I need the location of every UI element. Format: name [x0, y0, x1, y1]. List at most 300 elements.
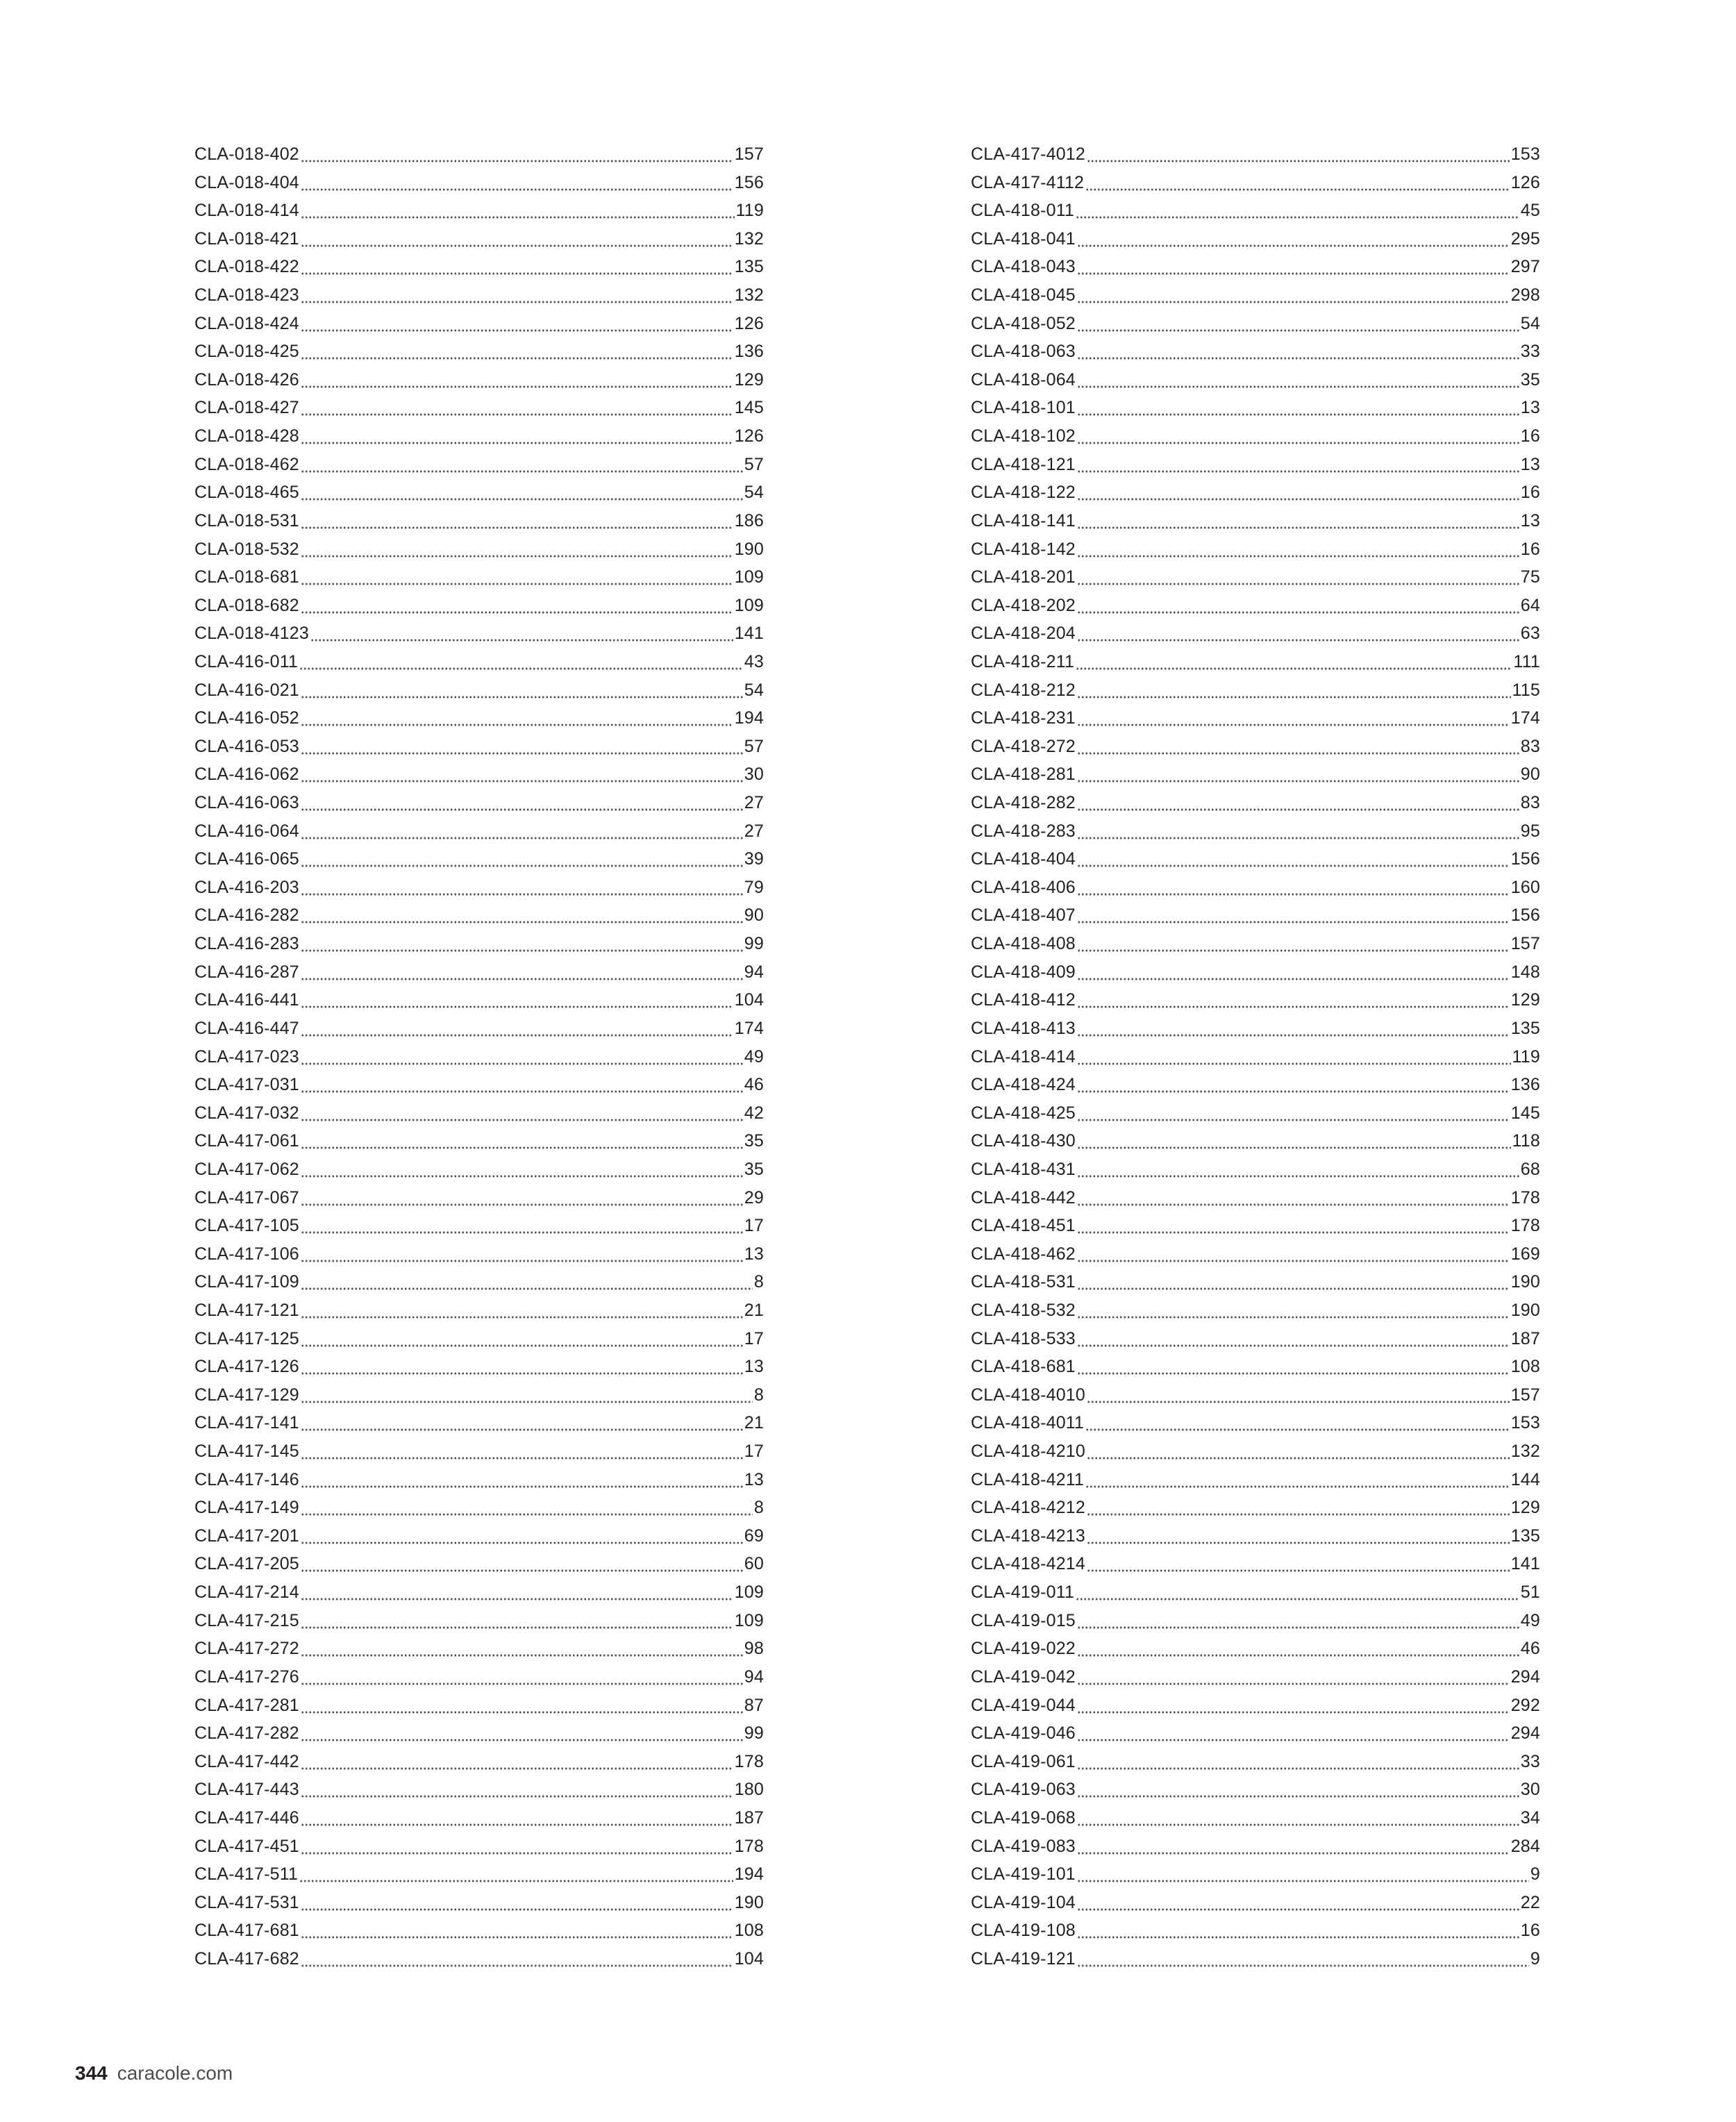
page-reference: 60	[744, 1554, 764, 1574]
page-reference: 27	[744, 793, 764, 813]
item-code: CLA-417-272	[194, 1639, 299, 1659]
page-reference: 111	[1513, 651, 1540, 671]
item-code: CLA-018-532	[194, 539, 299, 559]
item-code: CLA-418-122	[971, 483, 1076, 503]
item-code: CLA-418-4213	[971, 1526, 1086, 1546]
page-reference: 135	[1510, 1018, 1540, 1038]
index-entry	[971, 1691, 1540, 1720]
dot-leader	[301, 958, 743, 987]
page-reference: 135	[1510, 1526, 1540, 1546]
dot-leader	[1077, 310, 1519, 338]
item-code: CLA-418-4011	[971, 1413, 1085, 1433]
item-code: CLA-419-101	[971, 1864, 1076, 1885]
page-reference: 17	[744, 1442, 764, 1462]
item-code: CLA-419-044	[971, 1695, 1076, 1715]
index-entry	[971, 1719, 1540, 1748]
index-entry	[194, 1916, 764, 1945]
page-reference: 284	[1510, 1836, 1540, 1856]
index-entry	[194, 1776, 764, 1804]
page-reference: 49	[1520, 1610, 1540, 1630]
item-code: CLA-416-203	[194, 877, 299, 897]
dot-leader	[1077, 451, 1519, 479]
page-reference: 30	[1520, 1780, 1540, 1800]
item-code: CLA-417-149	[194, 1498, 299, 1518]
index-entry	[194, 1353, 764, 1381]
page-reference: 109	[734, 595, 764, 615]
dot-leader	[299, 648, 743, 676]
item-code: CLA-018-426	[194, 369, 299, 390]
index-entry	[194, 874, 764, 902]
dot-leader	[301, 1776, 733, 1804]
page-reference: 135	[734, 257, 764, 277]
item-code: CLA-419-063	[971, 1780, 1076, 1800]
dot-leader	[301, 310, 733, 338]
index-entry	[194, 1748, 764, 1776]
page-reference: 178	[734, 1751, 764, 1771]
page-reference: 187	[1510, 1328, 1540, 1348]
index-entry	[971, 592, 1540, 620]
page-reference: 132	[734, 285, 764, 306]
index-entry	[971, 1860, 1540, 1889]
item-code: CLA-418-425	[971, 1103, 1076, 1123]
dot-leader	[1077, 930, 1510, 958]
page-reference: 35	[1520, 369, 1540, 390]
page-reference: 109	[734, 1582, 764, 1603]
dot-leader	[301, 1663, 743, 1691]
index-entry	[194, 422, 764, 451]
dot-leader	[301, 197, 735, 225]
item-code: CLA-018-414	[194, 201, 299, 221]
dot-leader	[1077, 1127, 1511, 1155]
index-entry	[971, 1748, 1540, 1776]
page-reference: 186	[734, 510, 764, 530]
index-entry	[194, 1099, 764, 1128]
dot-leader	[301, 563, 733, 592]
dot-leader	[1077, 1353, 1510, 1381]
index-entry	[971, 1381, 1540, 1410]
item-code: CLA-018-462	[194, 454, 299, 474]
dot-leader	[1077, 1325, 1510, 1353]
dot-leader	[301, 281, 733, 310]
dot-leader	[301, 1043, 743, 1071]
page-reference: 178	[1510, 1216, 1540, 1236]
dot-leader	[301, 507, 733, 535]
item-code: CLA-417-4112	[971, 172, 1085, 192]
index-entry	[971, 535, 1540, 564]
dot-leader	[1077, 1184, 1510, 1212]
dot-leader	[301, 140, 733, 169]
item-code: CLA-418-101	[971, 398, 1076, 418]
page-reference: 194	[734, 1864, 764, 1885]
dot-leader	[1077, 337, 1519, 366]
page-reference: 16	[1520, 539, 1540, 559]
page-reference: 79	[744, 877, 764, 897]
item-code: CLA-417-214	[194, 1582, 299, 1603]
page-reference: 21	[744, 1413, 764, 1433]
page-reference: 63	[1520, 624, 1540, 644]
page-reference: 187	[734, 1807, 764, 1828]
dot-leader	[1077, 1607, 1519, 1635]
page-reference: 13	[1520, 510, 1540, 530]
page-reference: 190	[734, 1892, 764, 1912]
item-code: CLA-417-062	[194, 1159, 299, 1179]
page-reference: 132	[1510, 1442, 1540, 1462]
index-entry	[194, 451, 764, 479]
index-entry	[194, 619, 764, 648]
index-entry	[971, 733, 1540, 761]
dot-leader	[1077, 281, 1510, 310]
dot-leader	[301, 1268, 753, 1296]
page-reference: 68	[1520, 1159, 1540, 1179]
index-entry	[194, 789, 764, 817]
item-code: CLA-417-682	[194, 1949, 299, 1969]
page-reference: 104	[734, 990, 764, 1010]
index-entry	[194, 1240, 764, 1269]
item-code: CLA-417-125	[194, 1328, 299, 1348]
dot-leader	[1087, 140, 1510, 169]
index-entry	[194, 225, 764, 253]
index-entry	[971, 1325, 1540, 1353]
item-code: CLA-417-201	[194, 1526, 299, 1546]
page-reference: 178	[1510, 1187, 1540, 1208]
item-code: CLA-018-682	[194, 595, 299, 615]
index-entry	[194, 366, 764, 394]
dot-leader	[301, 1494, 753, 1522]
dot-leader	[301, 1437, 743, 1466]
dot-leader	[301, 1889, 733, 1917]
index-entry	[194, 507, 764, 535]
index-entry	[971, 1550, 1540, 1578]
dot-leader	[301, 1014, 733, 1043]
item-code: CLA-418-408	[971, 934, 1076, 954]
index-entry	[194, 169, 764, 197]
item-code: CLA-418-142	[971, 539, 1076, 559]
index-entry	[194, 1550, 764, 1578]
page-reference: 9	[1530, 1949, 1540, 1969]
dot-leader	[301, 1804, 733, 1832]
index-entry	[194, 1296, 764, 1325]
item-code: CLA-018-424	[194, 313, 299, 333]
dot-leader	[301, 1945, 733, 1973]
index-entry	[971, 619, 1540, 648]
item-code: CLA-416-283	[194, 934, 299, 954]
index-entry	[971, 1466, 1540, 1494]
page-reference: 83	[1520, 736, 1540, 756]
dot-leader	[1087, 1494, 1510, 1522]
index-entry	[971, 817, 1540, 846]
page-reference: 95	[1520, 821, 1540, 841]
dot-leader	[1077, 1889, 1519, 1917]
item-code: CLA-417-145	[194, 1442, 299, 1462]
dot-leader	[1077, 1296, 1510, 1325]
page-reference: 108	[734, 1921, 764, 1941]
index-entry	[971, 197, 1540, 225]
page-reference: 30	[744, 765, 764, 785]
dot-leader	[1087, 1550, 1510, 1578]
index-entry	[194, 1578, 764, 1607]
item-code: CLA-418-532	[971, 1300, 1076, 1320]
page-reference: 54	[744, 680, 764, 700]
page-reference: 64	[1520, 595, 1540, 615]
item-code: CLA-417-205	[194, 1554, 299, 1574]
page-reference: 45	[1520, 201, 1540, 221]
dot-leader	[301, 1916, 733, 1945]
item-code: CLA-417-451	[194, 1836, 299, 1856]
item-code: CLA-418-412	[971, 990, 1076, 1010]
page-reference: 156	[1510, 849, 1540, 869]
dot-leader	[301, 901, 743, 930]
dot-leader	[1077, 394, 1519, 422]
index-entry	[971, 1212, 1540, 1240]
index-entry	[971, 1268, 1540, 1296]
dot-leader	[301, 478, 743, 507]
index-entry	[194, 901, 764, 930]
index-entry	[971, 1296, 1540, 1325]
item-code: CLA-018-428	[194, 426, 299, 446]
item-code: CLA-018-425	[194, 342, 299, 362]
dot-leader	[301, 1466, 743, 1494]
dot-leader	[1077, 1945, 1529, 1973]
dot-leader	[301, 1607, 733, 1635]
index-entry	[971, 1155, 1540, 1184]
item-code: CLA-018-531	[194, 510, 299, 530]
item-code: CLA-416-282	[194, 905, 299, 926]
item-code: CLA-416-021	[194, 680, 299, 700]
page-reference: 34	[1520, 1807, 1540, 1828]
page-reference: 98	[744, 1639, 764, 1659]
page-reference: 136	[734, 342, 764, 362]
index-entry	[971, 648, 1540, 676]
dot-leader	[1077, 1014, 1510, 1043]
page-reference: 27	[744, 821, 764, 841]
index-entry	[194, 930, 764, 958]
page-reference: 8	[753, 1272, 764, 1292]
page-reference: 13	[1520, 454, 1540, 474]
dot-leader	[1077, 817, 1519, 846]
item-code: CLA-419-068	[971, 1807, 1076, 1828]
item-code: CLA-418-409	[971, 962, 1076, 982]
dot-leader	[1077, 507, 1519, 535]
index-entry	[194, 1071, 764, 1099]
item-code: CLA-418-533	[971, 1328, 1076, 1348]
index-entry	[194, 845, 764, 874]
page-reference: 94	[744, 1666, 764, 1687]
item-code: CLA-417-4012	[971, 144, 1086, 164]
item-code: CLA-417-109	[194, 1272, 299, 1292]
index-entry	[971, 169, 1540, 197]
item-code: CLA-418-407	[971, 905, 1076, 926]
dot-leader	[301, 1240, 743, 1269]
item-code: CLA-417-681	[194, 1921, 299, 1941]
dot-leader	[301, 1719, 743, 1748]
page-reference: 294	[1510, 1723, 1540, 1744]
index-entry	[971, 478, 1540, 507]
item-code: CLA-418-4210	[971, 1442, 1086, 1462]
index-entry	[194, 1522, 764, 1551]
index-entry	[971, 1522, 1540, 1551]
dot-leader	[1077, 676, 1511, 705]
page-reference: 69	[744, 1526, 764, 1546]
page-reference: 16	[1520, 1921, 1540, 1941]
dot-leader	[301, 1635, 743, 1663]
page-reference: 16	[1520, 483, 1540, 503]
page-reference: 43	[744, 651, 764, 671]
page-reference: 169	[1510, 1244, 1540, 1264]
page-reference: 54	[744, 483, 764, 503]
item-code: CLA-418-681	[971, 1357, 1076, 1377]
dot-leader	[301, 845, 743, 874]
index-entry	[194, 1155, 764, 1184]
page-reference: 144	[1510, 1469, 1540, 1489]
dot-leader	[1087, 1381, 1510, 1410]
index-entry	[971, 1409, 1540, 1437]
index-entry	[971, 1437, 1540, 1466]
index-entry	[971, 507, 1540, 535]
index-entry	[971, 140, 1540, 169]
index-entry	[194, 1945, 764, 1973]
item-code: CLA-418-201	[971, 567, 1076, 587]
index-entry	[971, 1353, 1540, 1381]
dot-leader	[1077, 1832, 1510, 1861]
index-entry	[971, 1578, 1540, 1607]
dot-leader	[301, 535, 733, 564]
page-reference: 108	[1510, 1357, 1540, 1377]
dot-leader	[1077, 1748, 1519, 1776]
page-reference: 90	[744, 905, 764, 926]
page-reference: 129	[1510, 990, 1540, 1010]
dot-leader	[1085, 169, 1510, 197]
index-entry	[194, 1607, 764, 1635]
item-code: CLA-417-106	[194, 1244, 299, 1264]
item-code: CLA-417-061	[194, 1131, 299, 1151]
item-code: CLA-419-121	[971, 1949, 1076, 1969]
dot-leader	[301, 1522, 743, 1551]
dot-leader	[301, 1748, 733, 1776]
index-entry	[971, 366, 1540, 394]
index-entry	[971, 310, 1540, 338]
page-reference: 42	[744, 1103, 764, 1123]
item-code: CLA-418-063	[971, 342, 1076, 362]
index-entry	[194, 648, 764, 676]
index-entry	[194, 310, 764, 338]
dot-leader	[1076, 197, 1519, 225]
dot-leader	[1076, 1578, 1519, 1607]
item-code: CLA-416-447	[194, 1018, 299, 1038]
index-entry	[971, 874, 1540, 902]
page-reference: 109	[734, 567, 764, 587]
dot-leader	[301, 366, 733, 394]
item-code: CLA-418-462	[971, 1244, 1076, 1264]
page-reference: 148	[1510, 962, 1540, 982]
dot-leader	[301, 169, 733, 197]
dot-leader	[1077, 225, 1510, 253]
index-entry	[971, 845, 1540, 874]
index-entry	[194, 1494, 764, 1522]
index-entry	[971, 930, 1540, 958]
dot-leader	[301, 225, 733, 253]
dot-leader	[1087, 1437, 1510, 1466]
dot-leader	[1087, 1522, 1510, 1551]
page-footer	[75, 2060, 233, 2087]
index-entry	[971, 958, 1540, 987]
index-entry	[971, 1889, 1540, 1917]
page-reference: 8	[753, 1385, 764, 1405]
page-reference: 295	[1510, 228, 1540, 249]
page-reference: 190	[734, 539, 764, 559]
dot-leader	[1077, 366, 1519, 394]
index-entry	[194, 1860, 764, 1889]
index-entry	[194, 1804, 764, 1832]
page-number: 344	[75, 2062, 108, 2084]
index-entry	[194, 1635, 764, 1663]
dot-leader	[1077, 1719, 1510, 1748]
index-entry	[971, 1804, 1540, 1832]
page-reference: 141	[1510, 1554, 1540, 1574]
dot-leader	[301, 592, 733, 620]
item-code: CLA-418-4214	[971, 1554, 1086, 1574]
item-code: CLA-018-421	[194, 228, 299, 249]
index-entry	[194, 253, 764, 281]
dot-leader	[1077, 1691, 1510, 1720]
page-reference: 35	[744, 1131, 764, 1151]
dot-leader	[301, 422, 733, 451]
index-entry	[194, 1663, 764, 1691]
page-reference: 13	[744, 1357, 764, 1377]
dot-leader	[301, 676, 743, 705]
page-reference: 109	[734, 1610, 764, 1630]
index-entry	[971, 1014, 1540, 1043]
index-entry	[971, 676, 1540, 705]
item-code: CLA-417-031	[194, 1075, 299, 1095]
index-entry	[971, 1832, 1540, 1861]
index-entry	[971, 1071, 1540, 1099]
item-code: CLA-418-211	[971, 651, 1075, 671]
page-reference: 17	[744, 1216, 764, 1236]
item-code: CLA-418-231	[971, 708, 1076, 728]
dot-leader	[1077, 1635, 1519, 1663]
index-entry	[194, 394, 764, 422]
index-entry	[194, 958, 764, 987]
page-reference: 21	[744, 1300, 764, 1320]
page-reference: 157	[734, 144, 764, 164]
item-code: CLA-418-531	[971, 1272, 1076, 1292]
index-entry	[971, 1635, 1540, 1663]
index-entry	[971, 563, 1540, 592]
item-code: CLA-417-276	[194, 1666, 299, 1687]
dot-leader	[1085, 1409, 1510, 1437]
page-reference: 83	[1520, 793, 1540, 813]
index-entry	[971, 1776, 1540, 1804]
item-code: CLA-418-064	[971, 369, 1076, 390]
item-code: CLA-419-015	[971, 1610, 1076, 1630]
index-entry	[194, 676, 764, 705]
dot-leader	[1077, 704, 1510, 733]
page-reference: 129	[1510, 1498, 1540, 1518]
page-reference: 99	[744, 1723, 764, 1744]
page-reference: 190	[1510, 1300, 1540, 1320]
dot-leader	[301, 1212, 743, 1240]
index-entry	[194, 760, 764, 789]
index-entry	[194, 1889, 764, 1917]
dot-leader	[301, 874, 743, 902]
index-entry	[194, 1014, 764, 1043]
page-reference: 132	[734, 228, 764, 249]
page-reference: 8	[753, 1498, 764, 1518]
page-reference: 57	[744, 454, 764, 474]
page-reference: 75	[1520, 567, 1540, 587]
page-reference: 51	[1520, 1582, 1540, 1603]
item-code: CLA-419-108	[971, 1921, 1076, 1941]
